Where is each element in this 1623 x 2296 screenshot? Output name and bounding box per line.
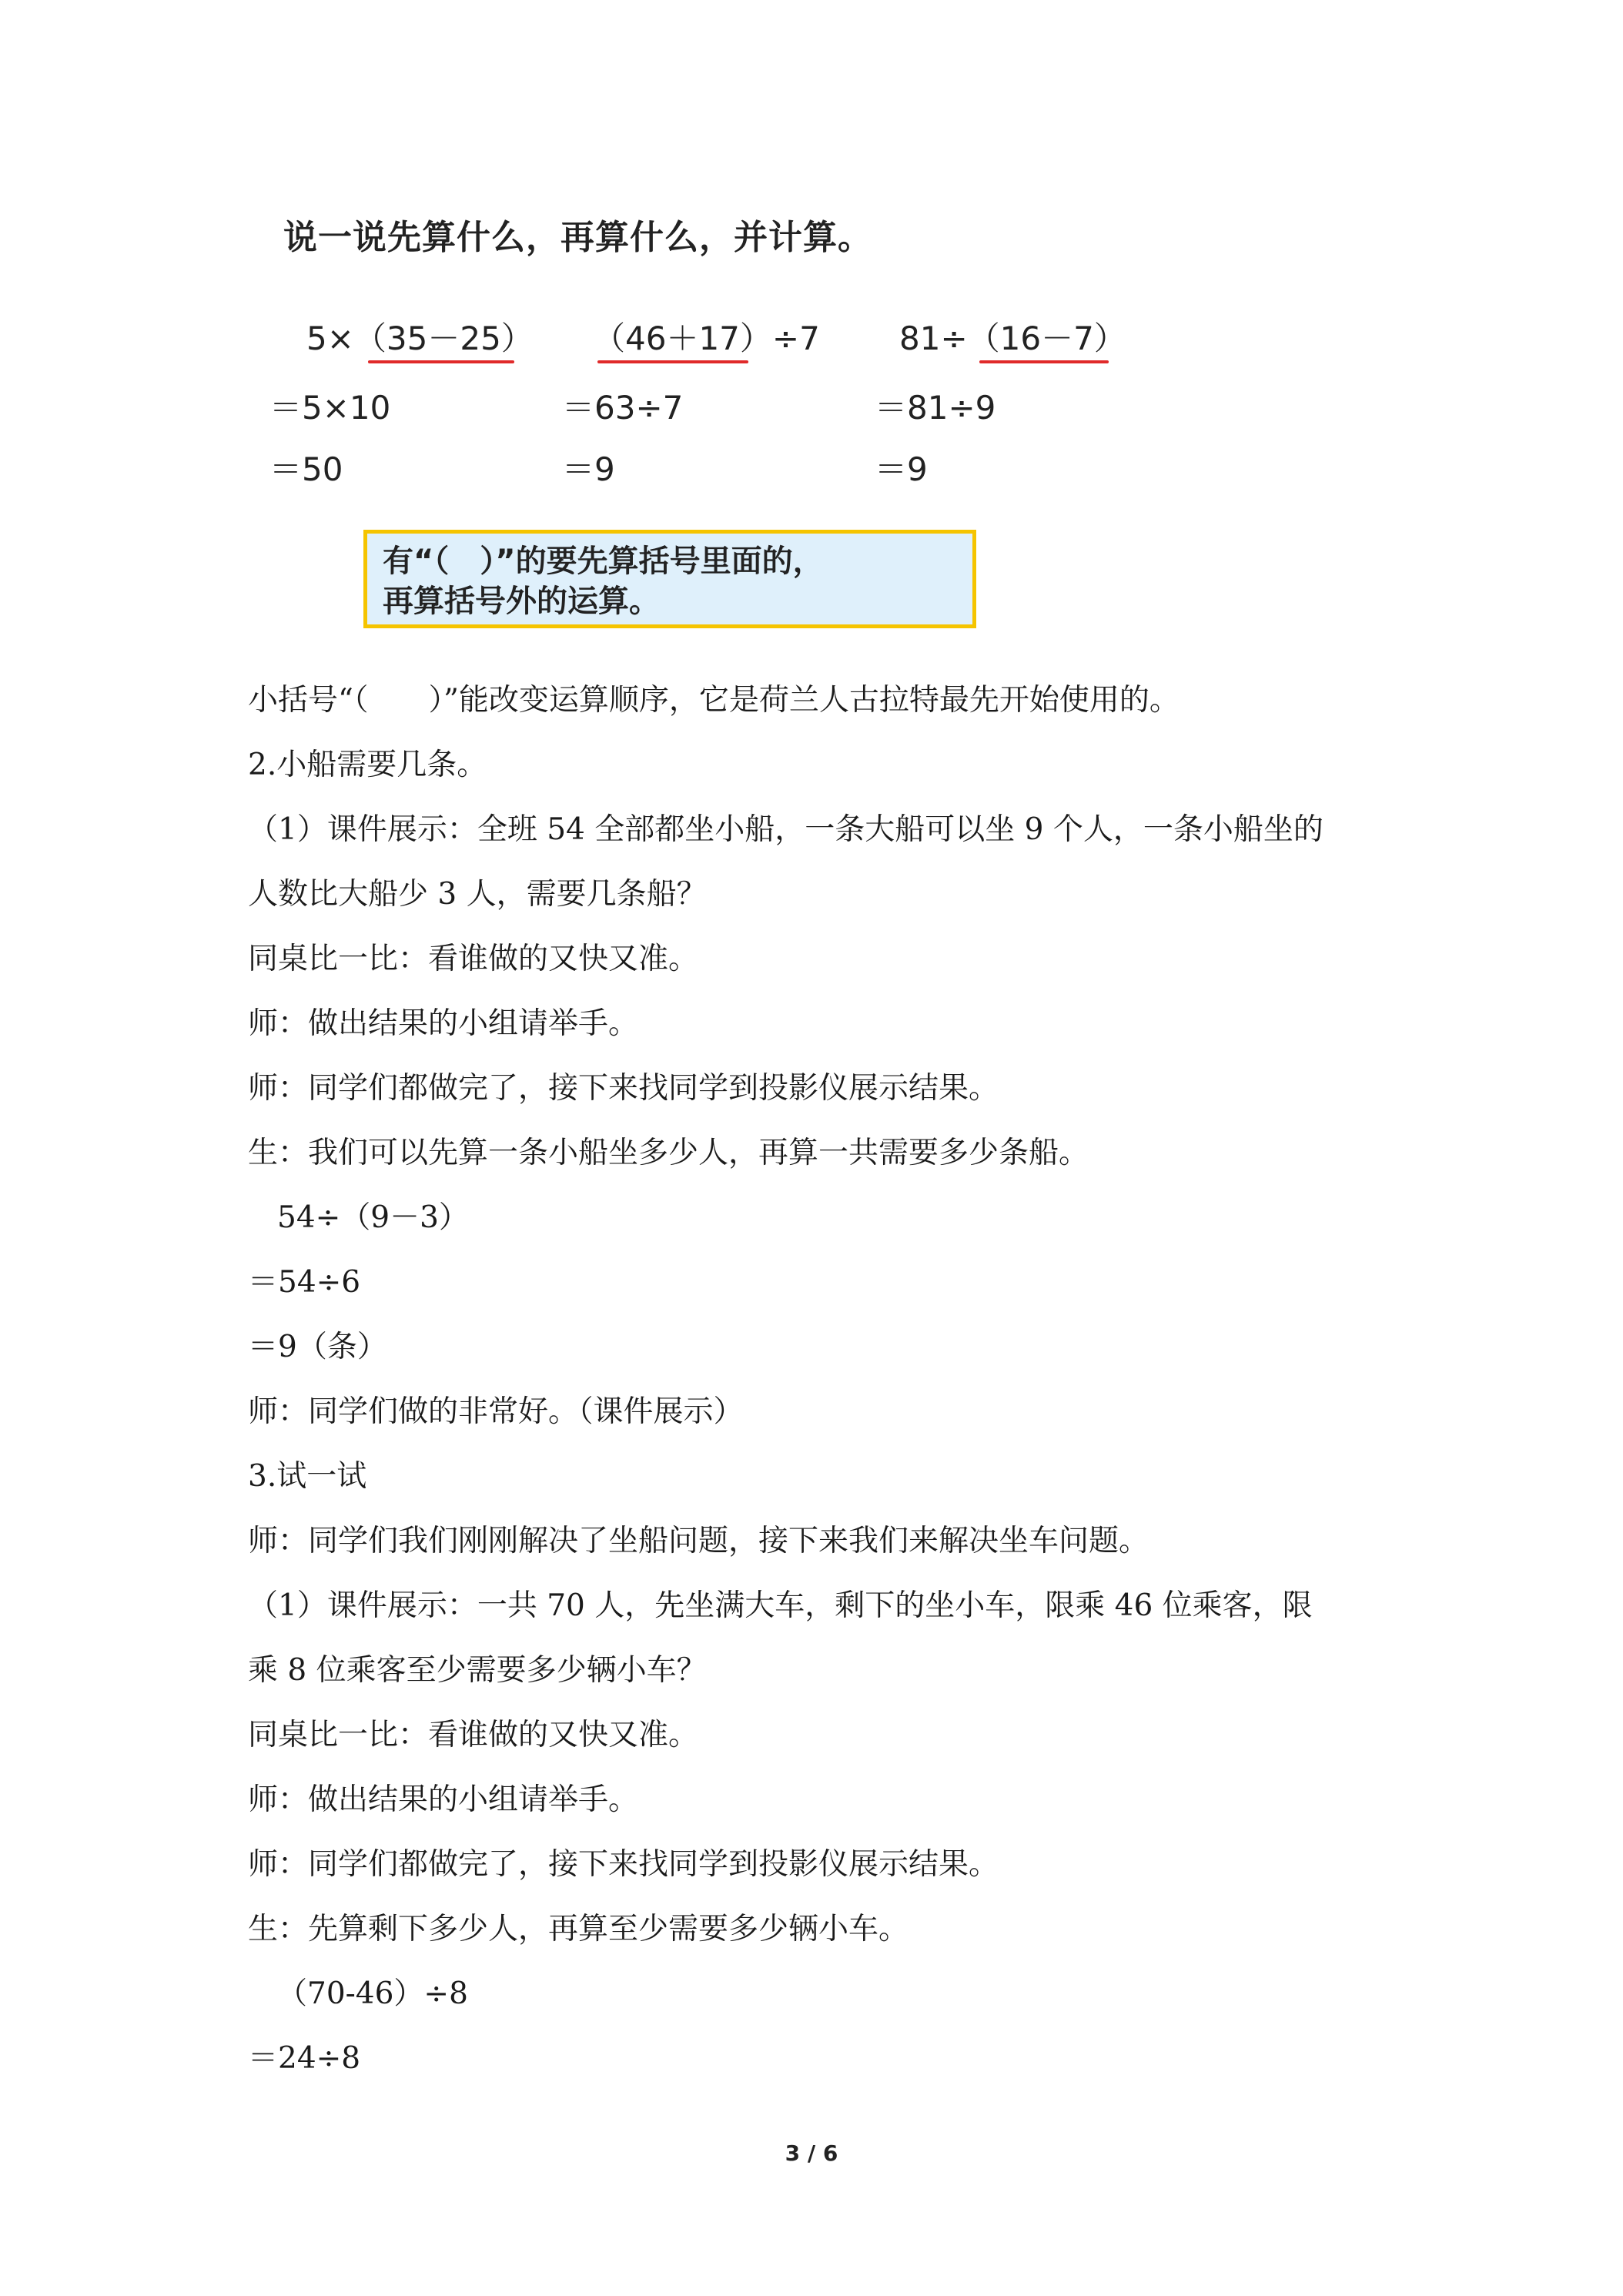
bracket-underline [597,360,748,363]
paragraph: 生：先算剩下多少人，再算至少需要多少辆小车。 [248,1912,909,1946]
paragraph: （1）课件展示：一共 70 人，先坐满大车，剩下的坐小车，限乘 46 位乘客，限 [248,1588,1313,1623]
paragraph: 师：做出结果的小组请举手。 [248,1006,639,1041]
paragraph: 师：同学们都做完了，接下来找同学到投影仪展示结果。 [248,1847,999,1882]
equation-line: ＝24÷8 [248,2041,361,2076]
paragraph: 师：同学们都做完了，接下来找同学到投影仪展示结果。 [248,1071,999,1106]
step-2: ＝50 [269,450,343,488]
equation-line: （70-46）÷8 [277,1976,468,2011]
paragraph: 师：同学们我们刚刚解决了坐船问题，接下来我们来解决坐车问题。 [248,1524,1149,1558]
rule-note-box [363,530,976,628]
lesson-body [248,668,1387,2091]
step-1: ＝5×10 [269,389,391,427]
section-heading: 2.小船需要几条。 [248,748,487,782]
step-2: ＝9 [562,450,615,488]
paragraph: 师：同学们做的非常好。（课件展示） [248,1394,744,1429]
paragraph: 同桌比一比：看谁做的又快又准。 [248,942,699,976]
rule-note-line: 再算括号外的运算。 [383,584,660,619]
bracket-underline [979,360,1109,363]
rule-note-line: 有“（ ）”的要先算括号里面的， [383,544,824,579]
textbook-figure [0,0,1623,662]
paragraph: 生：我们可以先算一条小船坐多少人，再算一共需要多少条船。 [248,1136,1089,1170]
paragraph: 乘 8 位乘客至少需要多少辆小车？ [248,1653,707,1688]
paragraph: 小括号“（ ）”能改变运算顺序，它是荷兰人古拉特最先开始使用的。 [248,683,1180,718]
equation-line: 54÷（9－3） [277,1200,469,1235]
step-2: ＝9 [875,450,928,488]
page-number: 3 / 6 [785,2140,838,2166]
expression: 5×（35－25） [306,320,534,357]
section-heading: 3.试一试 [248,1459,367,1494]
paragraph: 同桌比一比：看谁做的又快又准。 [248,1718,699,1752]
paragraph: 师：做出结果的小组请举手。 [248,1782,639,1817]
figure-heading: 说一说先算什么，再算什么，并计算。 [283,218,872,257]
equation-line: ＝54÷6 [248,1265,361,1300]
expression: 81÷（16－7） [899,320,1126,357]
step-1: ＝63÷7 [562,389,684,427]
paragraph: 人数比大船少 3 人，需要几条船？ [248,877,707,912]
bracket-underline [368,360,514,363]
equation-line: ＝9（条） [248,1330,387,1364]
expression: （46＋17）÷7 [593,320,820,357]
paragraph: （1）课件展示：全班 54 全部都坐小船，一条大船可以坐 9 个人，一条小船坐的 [248,812,1323,847]
step-1: ＝81÷9 [875,389,996,427]
